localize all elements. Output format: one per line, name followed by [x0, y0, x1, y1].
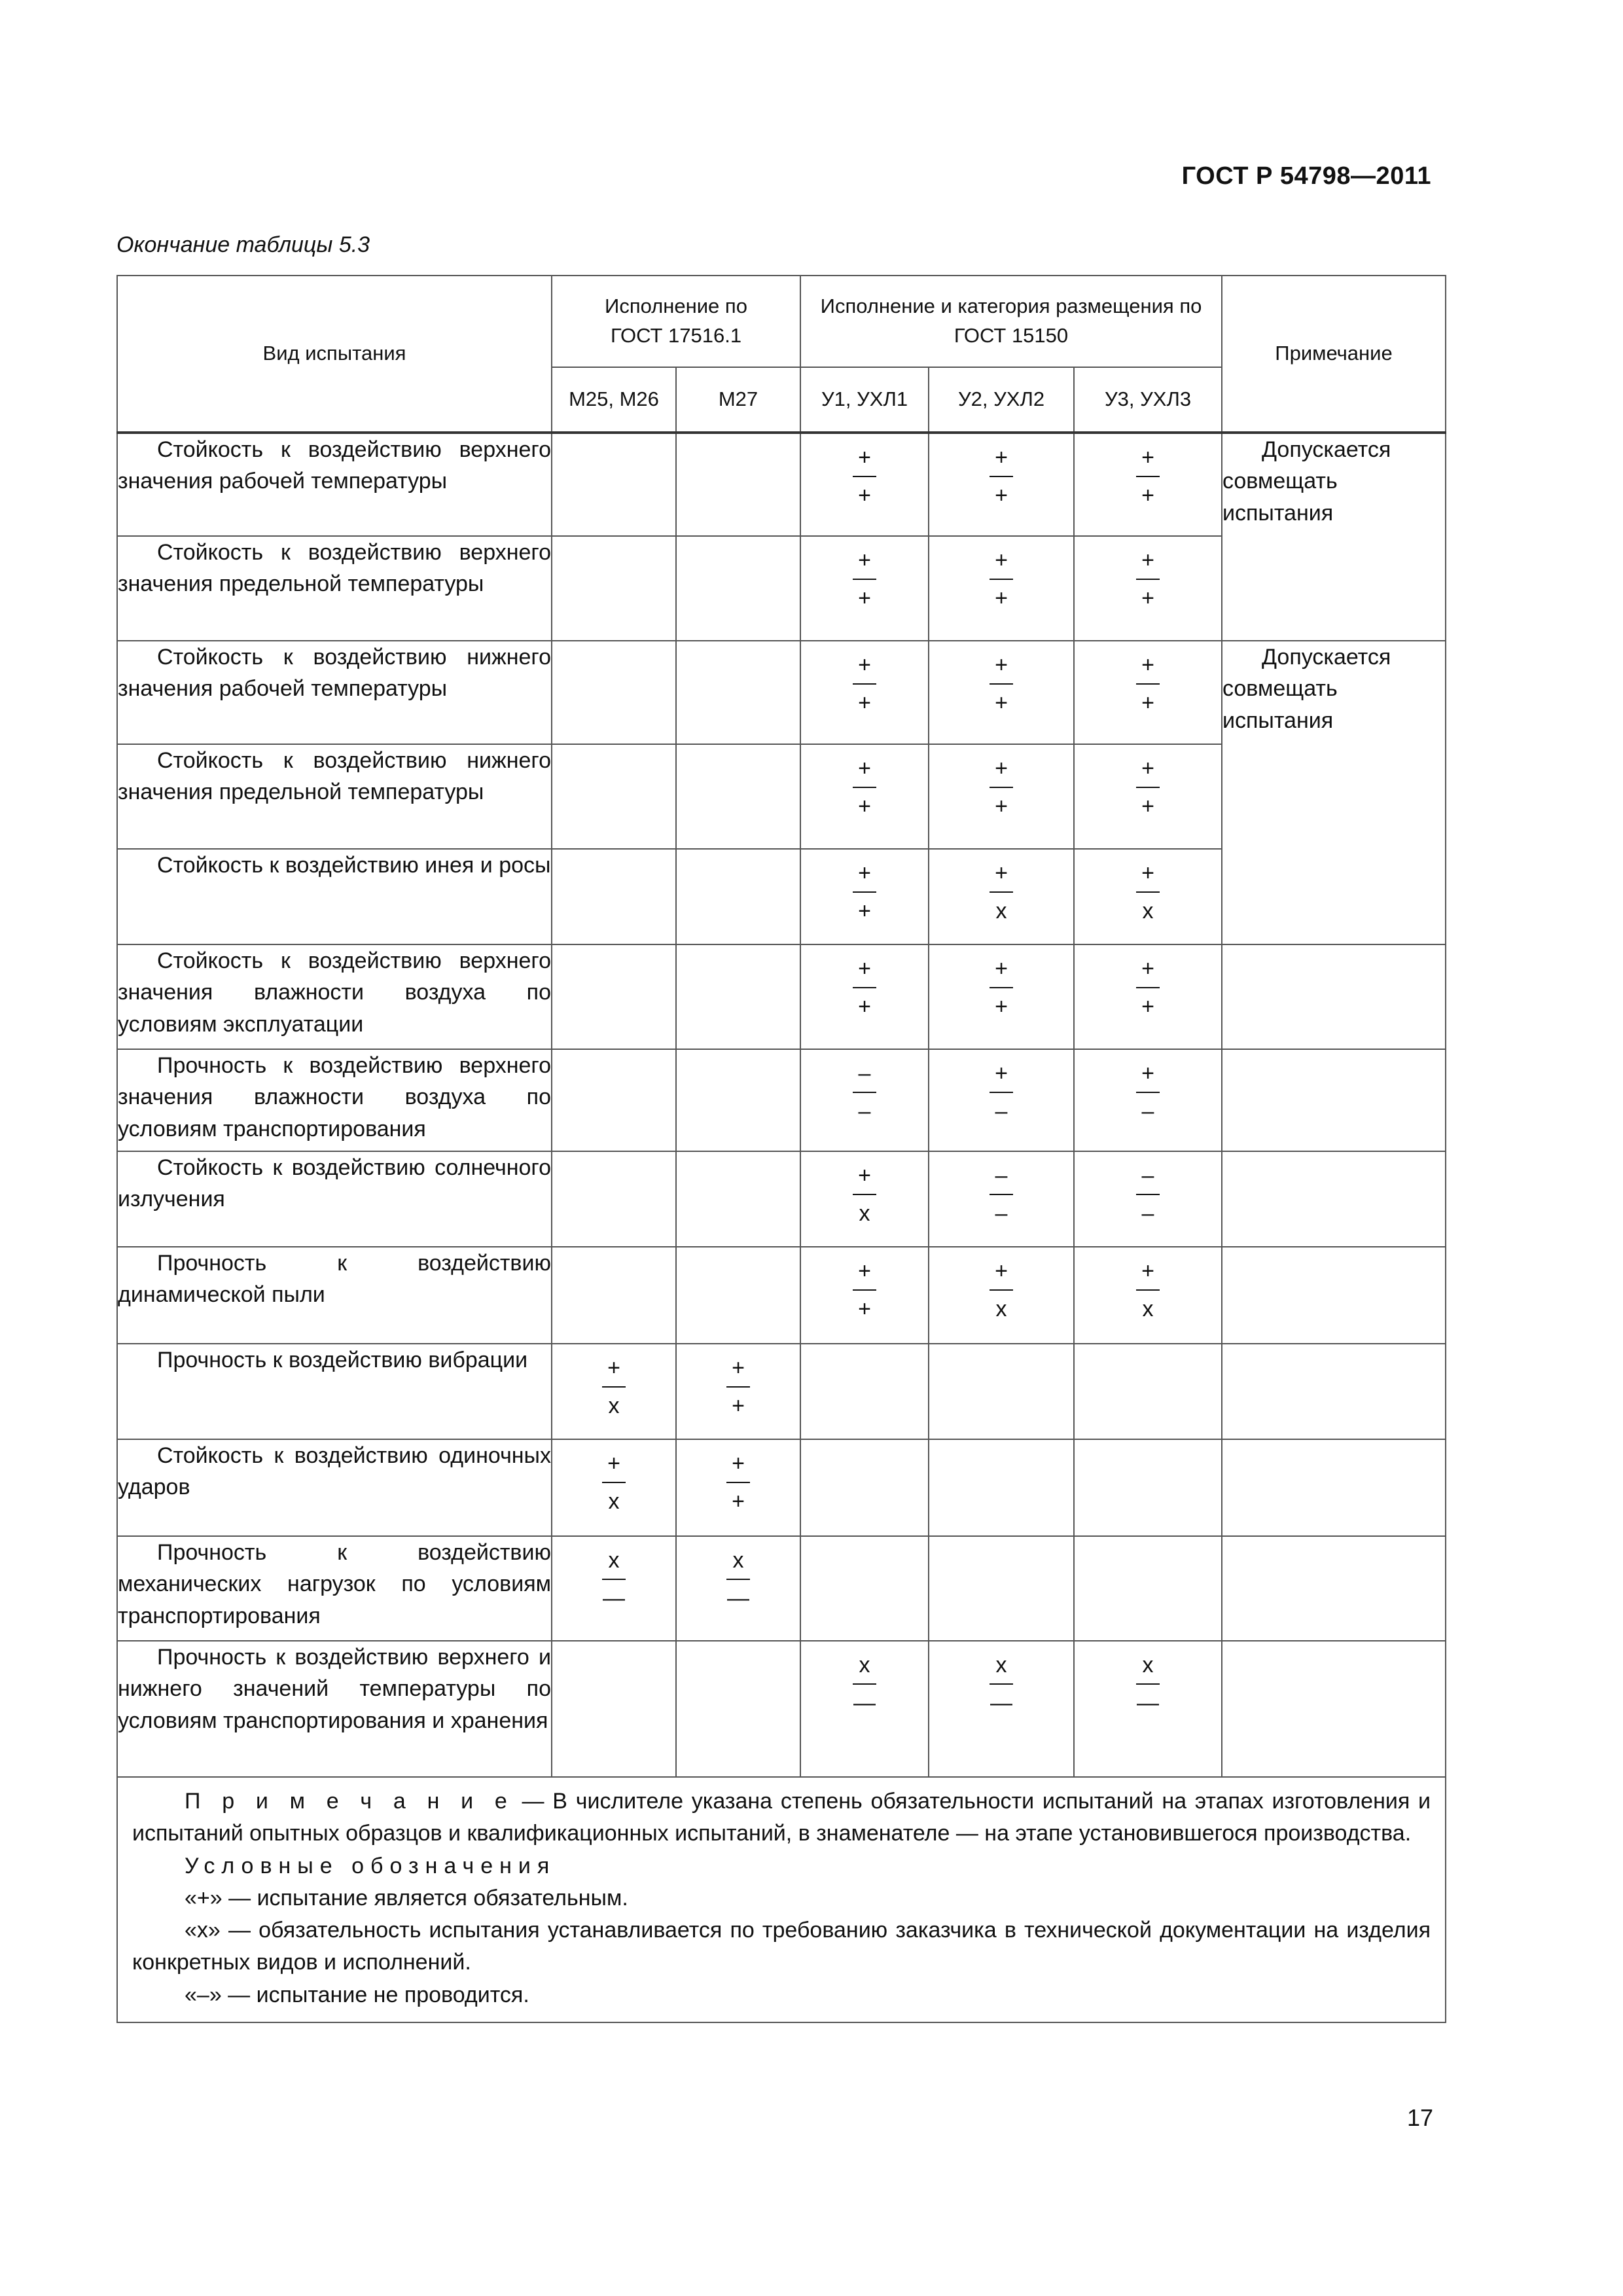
- fraction-bar: [853, 1289, 876, 1291]
- denominator: —: [727, 1586, 749, 1611]
- test-name-cell: [117, 1439, 552, 1536]
- fraction-value: [1075, 1641, 1221, 1716]
- fraction-value: [801, 641, 928, 716]
- fraction-value: [1075, 1247, 1221, 1322]
- value-cell: [929, 1536, 1074, 1641]
- fraction-bar: [990, 476, 1013, 477]
- fraction-bar: [1136, 579, 1160, 580]
- fraction-bar: [990, 1092, 1013, 1093]
- fraction-value: [1075, 1152, 1221, 1227]
- note-cell: [1222, 1247, 1446, 1344]
- header-note: Примечание: [1222, 276, 1446, 433]
- denominator: х: [995, 899, 1007, 924]
- numerator: +: [995, 1259, 1008, 1283]
- test-name-cell: [117, 1536, 552, 1641]
- value-cell: [929, 944, 1074, 1049]
- value-cell: [1074, 536, 1222, 641]
- fraction-value: [552, 1344, 675, 1419]
- value-cell: [1074, 1439, 1222, 1536]
- fraction-value: [929, 1050, 1073, 1124]
- test-name: Прочность к воздействию верхнего и нижнего значений температуры по условиям транспортирования и хранения: [118, 1645, 551, 1733]
- value-cell: [1074, 944, 1222, 1049]
- fraction-bar: [1136, 891, 1160, 893]
- fraction-bar: [1136, 1092, 1160, 1093]
- value-cell: [676, 944, 800, 1049]
- value-cell: [800, 1049, 929, 1151]
- value-cell: [552, 641, 676, 744]
- fraction-bar: [1136, 987, 1160, 988]
- numerator: +: [995, 445, 1008, 470]
- value-cell: [929, 1247, 1074, 1344]
- numerator: +: [1141, 1061, 1154, 1086]
- denominator: –: [1141, 1099, 1154, 1124]
- numerator: х: [732, 1548, 744, 1573]
- fraction-value: [801, 537, 928, 611]
- value-cell: [676, 744, 800, 849]
- test-name: Стойкость к воздействию нижнего значения предельной температуры: [118, 748, 551, 805]
- table-row: [117, 944, 1446, 1049]
- value-cell: [552, 744, 676, 849]
- fraction-value: [929, 537, 1073, 611]
- test-name-cell: [117, 536, 552, 641]
- test-name-cell: [117, 1641, 552, 1777]
- fraction-value: [801, 745, 928, 819]
- fraction-bar: [990, 987, 1013, 988]
- fraction-value: [929, 850, 1073, 924]
- test-name-cell: [117, 1247, 552, 1344]
- table-row: [117, 1641, 1446, 1777]
- test-name: Прочность к воздействию верхнего значения влажности воздуха по условиям транспортирования: [118, 1053, 551, 1141]
- note-cell: [1222, 433, 1446, 641]
- test-name: Стойкость к воздействию верхнего значения предельной температуры: [118, 540, 551, 597]
- value-cell: [800, 1247, 929, 1344]
- header-group-gost17516: Исполнение по ГОСТ 17516.1: [552, 276, 800, 367]
- numerator: +: [1141, 653, 1154, 677]
- test-name: Стойкость к воздействию верхнего значения влажности воздуха по условиям эксплуатации: [118, 948, 551, 1037]
- numerator: –: [1141, 1163, 1154, 1188]
- note-text: Допускается совмещать испытания: [1222, 437, 1391, 526]
- value-cell: [800, 1344, 929, 1439]
- fraction-bar: [1136, 476, 1160, 477]
- value-cell: [800, 433, 929, 536]
- denominator: –: [858, 1099, 871, 1124]
- fraction-value: [929, 1152, 1073, 1227]
- numerator: +: [995, 756, 1008, 781]
- table-footnote: [117, 1777, 1446, 2022]
- denominator: +: [732, 1489, 745, 1514]
- numerator: х: [995, 1653, 1007, 1677]
- value-cell: [676, 1247, 800, 1344]
- table-row: [117, 433, 1446, 536]
- denominator: +: [858, 1297, 871, 1321]
- legend-item: «х» — обязательность испытания устанавливается по требованию заказчика в технической документации на изделия конкретных видов и исполнений.: [132, 1918, 1431, 1975]
- test-name: Прочность к воздействию вибрации: [157, 1348, 528, 1372]
- numerator: +: [858, 861, 871, 886]
- value-cell: [552, 1641, 676, 1777]
- value-cell: [676, 433, 800, 536]
- legend-title: Условные обозначения: [185, 1853, 556, 1878]
- fraction-value: [801, 1641, 928, 1716]
- test-name-cell: [117, 849, 552, 944]
- footnote-note-text: — В числителе указана степень обязательности испытаний на этапах изготовления и испытаний опытных образцов и квалификационных испытаний, в знаменателе — на этапе установившегося производства.: [132, 1789, 1431, 1846]
- denominator: +: [995, 794, 1008, 819]
- numerator: +: [858, 1259, 871, 1283]
- denominator: +: [858, 899, 871, 924]
- test-table: [116, 275, 1446, 2023]
- test-name-cell: [117, 641, 552, 744]
- test-name-cell: [117, 1344, 552, 1439]
- fraction-bar: [853, 579, 876, 580]
- table-row: [117, 1344, 1446, 1439]
- fraction-bar: [853, 476, 876, 477]
- fraction-value: [801, 850, 928, 924]
- fraction-bar: [1136, 1289, 1160, 1291]
- value-cell: [676, 1151, 800, 1247]
- footnote-note-label: П р и м е ч а н и е: [185, 1789, 514, 1814]
- fraction-value: [1075, 434, 1221, 509]
- value-cell: [552, 1344, 676, 1439]
- test-name: Стойкость к воздействию инея и росы: [157, 853, 551, 878]
- value-cell: [929, 1151, 1074, 1247]
- value-cell: [800, 1439, 929, 1536]
- value-cell: [800, 944, 929, 1049]
- value-cell: [929, 1641, 1074, 1777]
- note-cell: [1222, 1049, 1446, 1151]
- fraction-bar: [990, 579, 1013, 580]
- fraction-bar: [602, 1386, 626, 1388]
- value-cell: [552, 1247, 676, 1344]
- fraction-bar: [1136, 1683, 1160, 1685]
- note-cell: [1222, 1641, 1446, 1777]
- note-cell: [1222, 1536, 1446, 1641]
- denominator: +: [995, 691, 1008, 715]
- numerator: х: [859, 1653, 870, 1677]
- fraction-value: [1075, 641, 1221, 716]
- table-row: [117, 1049, 1446, 1151]
- fraction-value: [1075, 1050, 1221, 1124]
- fraction-value: [677, 1440, 800, 1515]
- numerator: +: [1141, 1259, 1154, 1283]
- value-cell: [676, 1536, 800, 1641]
- denominator: –: [995, 1099, 1008, 1124]
- value-cell: [1074, 744, 1222, 849]
- value-cell: [552, 1439, 676, 1536]
- table-row: [117, 641, 1446, 744]
- fraction-value: [1075, 537, 1221, 611]
- fraction-value: [677, 1344, 800, 1419]
- fraction-bar: [990, 1194, 1013, 1195]
- fraction-bar: [1136, 1194, 1160, 1195]
- value-cell: [1074, 1049, 1222, 1151]
- numerator: +: [732, 1355, 745, 1380]
- fraction-value: [1075, 745, 1221, 819]
- denominator: —: [990, 1691, 1013, 1715]
- numerator: +: [607, 1355, 620, 1380]
- fraction-bar: [853, 787, 876, 788]
- denominator: +: [1141, 994, 1154, 1019]
- value-cell: [1074, 641, 1222, 744]
- fraction-bar: [853, 1194, 876, 1195]
- numerator: +: [607, 1451, 620, 1476]
- denominator: х: [1142, 899, 1154, 924]
- value-cell: [676, 536, 800, 641]
- note-text: Допускается совмещать испытания: [1222, 645, 1391, 733]
- numerator: +: [1141, 956, 1154, 981]
- value-cell: [1074, 1641, 1222, 1777]
- value-cell: [929, 1049, 1074, 1151]
- value-cell: [929, 536, 1074, 641]
- denominator: х: [608, 1489, 620, 1514]
- fraction-bar: [726, 1386, 750, 1388]
- fraction-value: [677, 1537, 800, 1611]
- numerator: +: [858, 756, 871, 781]
- denominator: –: [1141, 1201, 1154, 1226]
- denominator: +: [1141, 483, 1154, 508]
- document-code: ГОСТ Р 54798—2011: [1181, 162, 1431, 190]
- note-cell: [1222, 1151, 1446, 1247]
- value-cell: [676, 641, 800, 744]
- denominator: +: [995, 586, 1008, 611]
- denominator: +: [858, 586, 871, 611]
- value-cell: [1074, 1536, 1222, 1641]
- test-name-cell: [117, 1151, 552, 1247]
- note-cell: [1222, 1344, 1446, 1439]
- value-cell: [800, 1536, 929, 1641]
- fraction-value: [801, 1247, 928, 1322]
- header-col-m25: М25, М26: [552, 367, 676, 433]
- denominator: х: [608, 1393, 620, 1418]
- fraction-value: [552, 1440, 675, 1515]
- value-cell: [552, 1536, 676, 1641]
- test-name: Стойкость к воздействию верхнего значения рабочей температуры: [118, 437, 551, 494]
- denominator: +: [1141, 691, 1154, 715]
- denominator: –: [995, 1201, 1008, 1226]
- page-number: 17: [1406, 2104, 1433, 2131]
- denominator: +: [858, 483, 871, 508]
- note-cell: [1222, 1439, 1446, 1536]
- fraction-bar: [853, 683, 876, 685]
- fraction-bar: [990, 787, 1013, 788]
- value-cell: [552, 536, 676, 641]
- header-col-u2: У2, УХЛ2: [929, 367, 1074, 433]
- numerator: х: [608, 1548, 620, 1573]
- numerator: +: [732, 1451, 745, 1476]
- test-name: Стойкость к воздействию одиночных ударов: [118, 1443, 551, 1500]
- fraction-bar: [853, 891, 876, 893]
- test-name-cell: [117, 744, 552, 849]
- value-cell: [800, 536, 929, 641]
- table-row: [117, 1247, 1446, 1344]
- fraction-value: [929, 745, 1073, 819]
- numerator: +: [858, 956, 871, 981]
- value-cell: [676, 1344, 800, 1439]
- numerator: +: [1141, 445, 1154, 470]
- value-cell: [676, 1439, 800, 1536]
- fraction-bar: [990, 1289, 1013, 1291]
- table-row: [117, 1151, 1446, 1247]
- value-cell: [929, 744, 1074, 849]
- value-cell: [1074, 1344, 1222, 1439]
- value-cell: [800, 1151, 929, 1247]
- fraction-bar: [726, 1579, 750, 1580]
- legend-item: «+» — испытание является обязательным.: [185, 1885, 628, 1910]
- fraction-bar: [990, 891, 1013, 893]
- numerator: –: [995, 1163, 1008, 1188]
- value-cell: [552, 1049, 676, 1151]
- numerator: –: [858, 1061, 871, 1086]
- value-cell: [676, 1641, 800, 1777]
- denominator: —: [603, 1586, 625, 1611]
- header-col-u3: У3, УХЛ3: [1074, 367, 1222, 433]
- numerator: +: [995, 1061, 1008, 1086]
- fraction-bar: [602, 1482, 626, 1483]
- denominator: х: [995, 1297, 1007, 1321]
- fraction-bar: [726, 1482, 750, 1483]
- fraction-bar: [602, 1579, 626, 1580]
- denominator: х: [1142, 1297, 1154, 1321]
- value-cell: [929, 1439, 1074, 1536]
- header-col-u1: У1, УХЛ1: [800, 367, 929, 433]
- denominator: —: [853, 1691, 876, 1715]
- header-col-m27: М27: [676, 367, 800, 433]
- fraction-bar: [853, 1683, 876, 1685]
- numerator: +: [858, 445, 871, 470]
- note-cell: [1222, 641, 1446, 944]
- header-test-type: Вид испытания: [117, 276, 552, 433]
- value-cell: [552, 849, 676, 944]
- value-cell: [1074, 849, 1222, 944]
- numerator: +: [995, 861, 1008, 886]
- fraction-value: [929, 434, 1073, 509]
- fraction-value: [552, 1537, 675, 1611]
- value-cell: [676, 849, 800, 944]
- fraction-bar: [1136, 787, 1160, 788]
- test-name-cell: [117, 433, 552, 536]
- value-cell: [676, 1049, 800, 1151]
- footnote-note: [132, 1785, 1431, 1850]
- denominator: +: [995, 994, 1008, 1019]
- test-name: Стойкость к воздействию нижнего значения рабочей температуры: [118, 645, 551, 702]
- test-name: Прочность к воздействию динамической пыли: [118, 1251, 551, 1308]
- header-group-gost15150: Исполнение и категория размещения по ГОСТ 15150: [800, 276, 1222, 367]
- value-cell: [929, 1344, 1074, 1439]
- test-name: Прочность к воздействию механических нагрузок по условиям транспортирования: [118, 1540, 551, 1628]
- value-cell: [929, 433, 1074, 536]
- table-row: [117, 1439, 1446, 1536]
- denominator: +: [1141, 586, 1154, 611]
- value-cell: [1074, 1247, 1222, 1344]
- table-caption: Окончание таблицы 5.3: [116, 232, 370, 257]
- fraction-bar: [990, 683, 1013, 685]
- fraction-value: [929, 1641, 1073, 1716]
- numerator: +: [1141, 548, 1154, 573]
- value-cell: [929, 849, 1074, 944]
- value-cell: [1074, 433, 1222, 536]
- value-cell: [800, 1641, 929, 1777]
- denominator: +: [995, 483, 1008, 508]
- test-name-cell: [117, 1049, 552, 1151]
- fraction-value: [929, 945, 1073, 1020]
- value-cell: [1074, 1151, 1222, 1247]
- fraction-bar: [990, 1683, 1013, 1685]
- value-cell: [929, 641, 1074, 744]
- fraction-value: [929, 1247, 1073, 1322]
- denominator: х: [859, 1201, 870, 1226]
- fraction-value: [1075, 945, 1221, 1020]
- numerator: х: [1142, 1653, 1154, 1677]
- numerator: +: [995, 548, 1008, 573]
- fraction-value: [801, 1152, 928, 1227]
- value-cell: [552, 944, 676, 1049]
- numerator: +: [995, 653, 1008, 677]
- legend-item: «–» — испытание не проводится.: [185, 1982, 529, 2007]
- fraction-value: [801, 1050, 928, 1124]
- value-cell: [800, 849, 929, 944]
- numerator: +: [1141, 756, 1154, 781]
- fraction-bar: [1136, 683, 1160, 685]
- value-cell: [552, 1151, 676, 1247]
- value-cell: [552, 433, 676, 536]
- numerator: +: [1141, 861, 1154, 886]
- denominator: +: [858, 691, 871, 715]
- table-row: [117, 1536, 1446, 1641]
- test-name-cell: [117, 944, 552, 1049]
- fraction-value: [1075, 850, 1221, 924]
- value-cell: [800, 641, 929, 744]
- denominator: +: [732, 1393, 745, 1418]
- fraction-bar: [853, 987, 876, 988]
- denominator: +: [858, 794, 871, 819]
- fraction-bar: [853, 1092, 876, 1093]
- fraction-value: [929, 641, 1073, 716]
- value-cell: [800, 744, 929, 849]
- numerator: +: [858, 548, 871, 573]
- numerator: +: [995, 956, 1008, 981]
- fraction-value: [801, 945, 928, 1020]
- fraction-value: [801, 434, 928, 509]
- denominator: —: [1137, 1691, 1160, 1715]
- numerator: +: [858, 1163, 871, 1188]
- denominator: +: [858, 994, 871, 1019]
- note-cell: [1222, 944, 1446, 1049]
- denominator: +: [1141, 794, 1154, 819]
- numerator: +: [858, 653, 871, 677]
- test-name: Стойкость к воздействию солнечного излучения: [118, 1155, 551, 1212]
